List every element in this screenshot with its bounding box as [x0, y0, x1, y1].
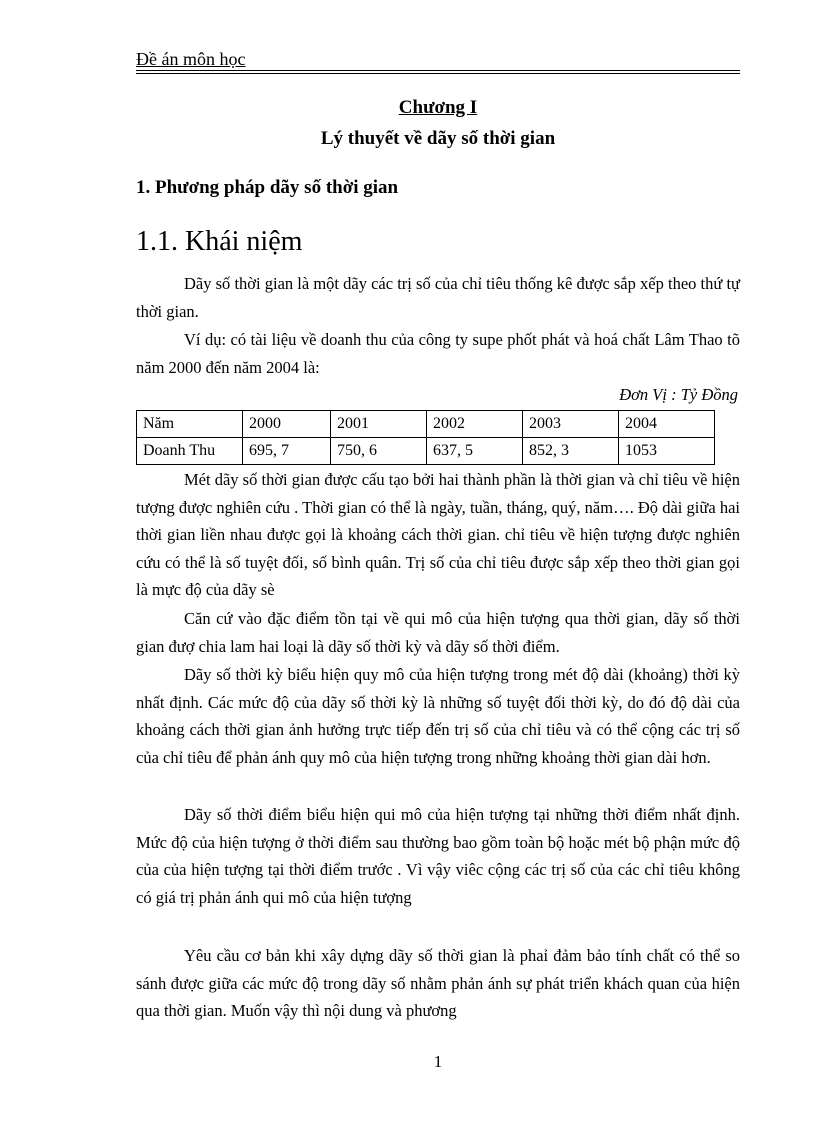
revenue-table — [136, 410, 715, 465]
table-cell-year: 2002 — [427, 411, 523, 438]
paragraph-example: Ví dụ: có tài liệu về doanh thu của công ty supe phốt phát và hoá chất Lâm Thao tõ năm 2000 đến năm 2004 là: — [136, 330, 740, 377]
table-cell-year: 2000 — [243, 411, 331, 438]
paragraph-point-series: Dãy số thời điểm biểu hiện qui mô của hiện tượng tại những thời điểm nhất định. Mức độ của hiện tượng ở thời điểm sau thường bao gồm toàn bộ hoặc mét bộ phận mức độ của của hiện tượng tại thời điểm trước . Vì vậy viêc cộng các trị số của các chỉ tiêu không có giá trị phản ánh qui mô của hiện tượng — [136, 805, 740, 907]
chapter-title: Lý thuyết về dãy số thời gian — [320, 128, 556, 149]
document-header: Đề án môn học — [136, 49, 246, 69]
paragraph-requirements: Yêu cầu cơ bản khi xây dựng dãy số thời gian là phaỉ đảm bảo tính chất có thể so sánh được giữa các mức độ trong dãy số nhằm phản ánh sự phát triển khách quan của hiện qua thời gian. Muốn vậy thì nội dung và phương — [136, 946, 740, 1020]
paragraph-classification: Căn cứ vào đặc điểm tồn tại về qui mô của hiện tượng qua thời gian, dãy số thời gian đượ chia lam hai loại là dãy số thời kỳ và dãy số thời điểm. — [136, 609, 740, 656]
header-rule — [136, 70, 740, 74]
table-cell-year: 2003 — [523, 411, 619, 438]
table-cell-revenue: 750, 6 — [331, 438, 427, 465]
unit-label: Đơn Vị : Tỷ Đồng — [619, 385, 738, 404]
table-cell-year-label: Năm — [137, 411, 243, 438]
chapter-number: Chương I — [398, 97, 478, 118]
table-cell-revenue-label: Doanh Thu — [137, 438, 243, 465]
table-row-revenue — [137, 438, 715, 465]
paragraph-period-series: Dãy số thời kỳ biểu hiện quy mô của hiện tượng trong mét độ dài (khoảng) thời kỳ nhất định. Các mức độ của dãy số thời kỳ là những số tuyệt đối thời kỳ, do đó độ dài của khoảng cách thời gian ảnh hưởng trực tiếp đến trị số của chỉ tiêu và có thể cộng các trị số của chỉ tiêu để phản ánh quy mô của hiện tượng trong những khoảng thời gian dài hơn. — [136, 665, 740, 767]
table-cell-revenue: 695, 7 — [243, 438, 331, 465]
table-cell-revenue: 1053 — [619, 438, 715, 465]
page-number: 1 — [433, 1052, 443, 1071]
table-cell-revenue: 637, 5 — [427, 438, 523, 465]
table-cell-year: 2004 — [619, 411, 715, 438]
subsection-heading: 1.1. Khái niệm — [136, 226, 303, 257]
paragraph-definition: Dãy số thời gian là một dãy các trị số của chỉ tiêu thống kê được sắp xếp theo thứ tự thời gian. — [136, 274, 740, 321]
table-cell-year: 2001 — [331, 411, 427, 438]
paragraph-structure: Mét dãy số thời gian được cấu tạo bởi hai thành phần là thời gian và chỉ tiêu về hiện tượng được nghiên cứu . Thời gian có thể là ngày, tuần, tháng, quý, năm…. Độ dài giữa hai thời gian liền nhau được gọi là khoảng cách thời gian. chỉ tiêu về hiện tượng được nghiên cứu có thể là số tuyệt đối, số bình quân. Trị số của chỉ tiêu được sắp xếp theo thời gian gọi là mực độ của dãy sè — [136, 470, 740, 599]
table-cell-revenue: 852, 3 — [523, 438, 619, 465]
table-row-years — [137, 411, 715, 438]
section-heading: 1. Phương pháp dãy số thời gian — [136, 177, 399, 198]
